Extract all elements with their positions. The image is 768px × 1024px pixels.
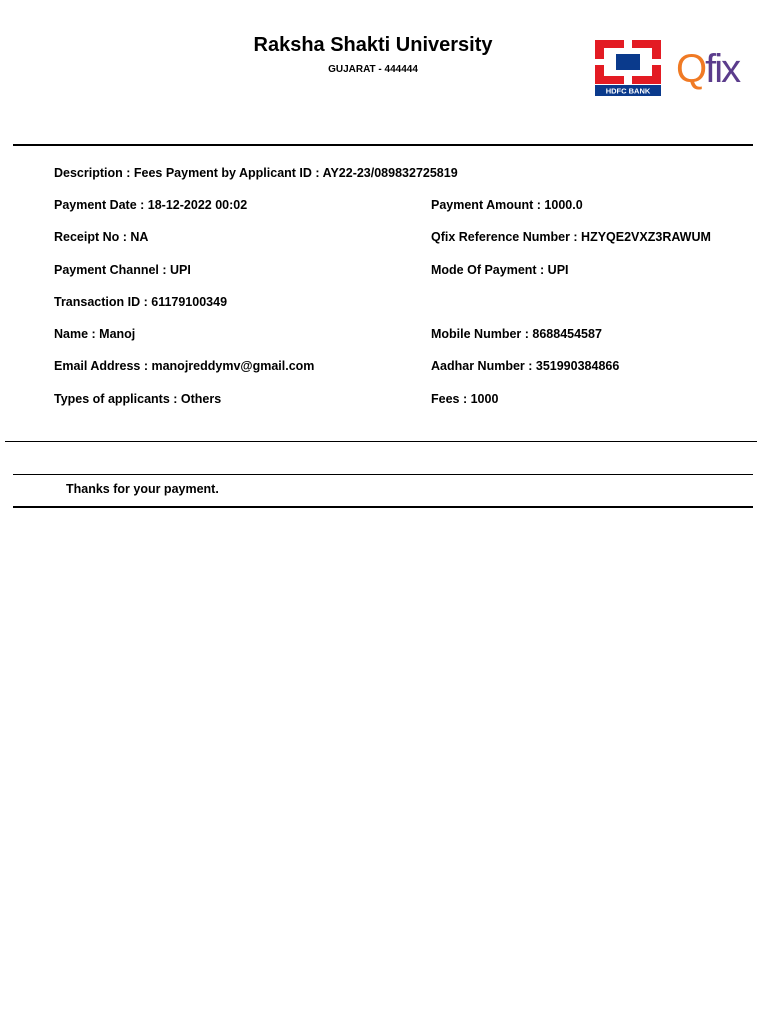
fees-field: Fees : 1000 <box>431 392 499 406</box>
mode-of-payment-field: Mode Of Payment : UPI <box>431 263 569 277</box>
aadhar-number-field: Aadhar Number : 351990384866 <box>431 359 620 373</box>
qfix-reference-field: Qfix Reference Number : HZYQE2VXZ3RAWUM <box>431 230 711 244</box>
university-location: GUJARAT - 444444 <box>328 64 418 75</box>
thanks-bottom-border <box>13 506 753 508</box>
university-name: Raksha Shakti University <box>253 34 493 56</box>
transaction-id-field: Transaction ID : 61179100349 <box>54 295 228 309</box>
name-field: Name : Manoj <box>54 327 136 341</box>
payment-amount-field: Payment Amount : 1000.0 <box>431 198 583 212</box>
thanks-top-border <box>13 474 753 475</box>
hdfc-bank-logo <box>595 40 661 96</box>
payment-channel-field: Payment Channel : UPI <box>54 263 191 277</box>
details-divider <box>5 441 757 442</box>
description-field: Description : Fees Payment by Applicant ID : AY22-23/089832725819 <box>54 166 458 180</box>
payment-date-field: Payment Date : 18-12-2022 00:02 <box>54 198 248 212</box>
email-address-field: Email Address : manojreddymv@gmail.com <box>54 359 315 373</box>
thanks-message: Thanks for your payment. <box>66 482 219 496</box>
svg-text:HDFC BANK: HDFC BANK <box>605 86 651 96</box>
header-divider <box>13 144 753 146</box>
mobile-number-field: Mobile Number : 8688454587 <box>431 327 602 341</box>
svg-text:Qfix: Qfix <box>676 47 740 90</box>
applicant-type-field: Types of applicants : Others <box>54 392 222 406</box>
qfix-logo <box>676 46 756 90</box>
receipt-no-field: Receipt No : NA <box>54 230 149 244</box>
